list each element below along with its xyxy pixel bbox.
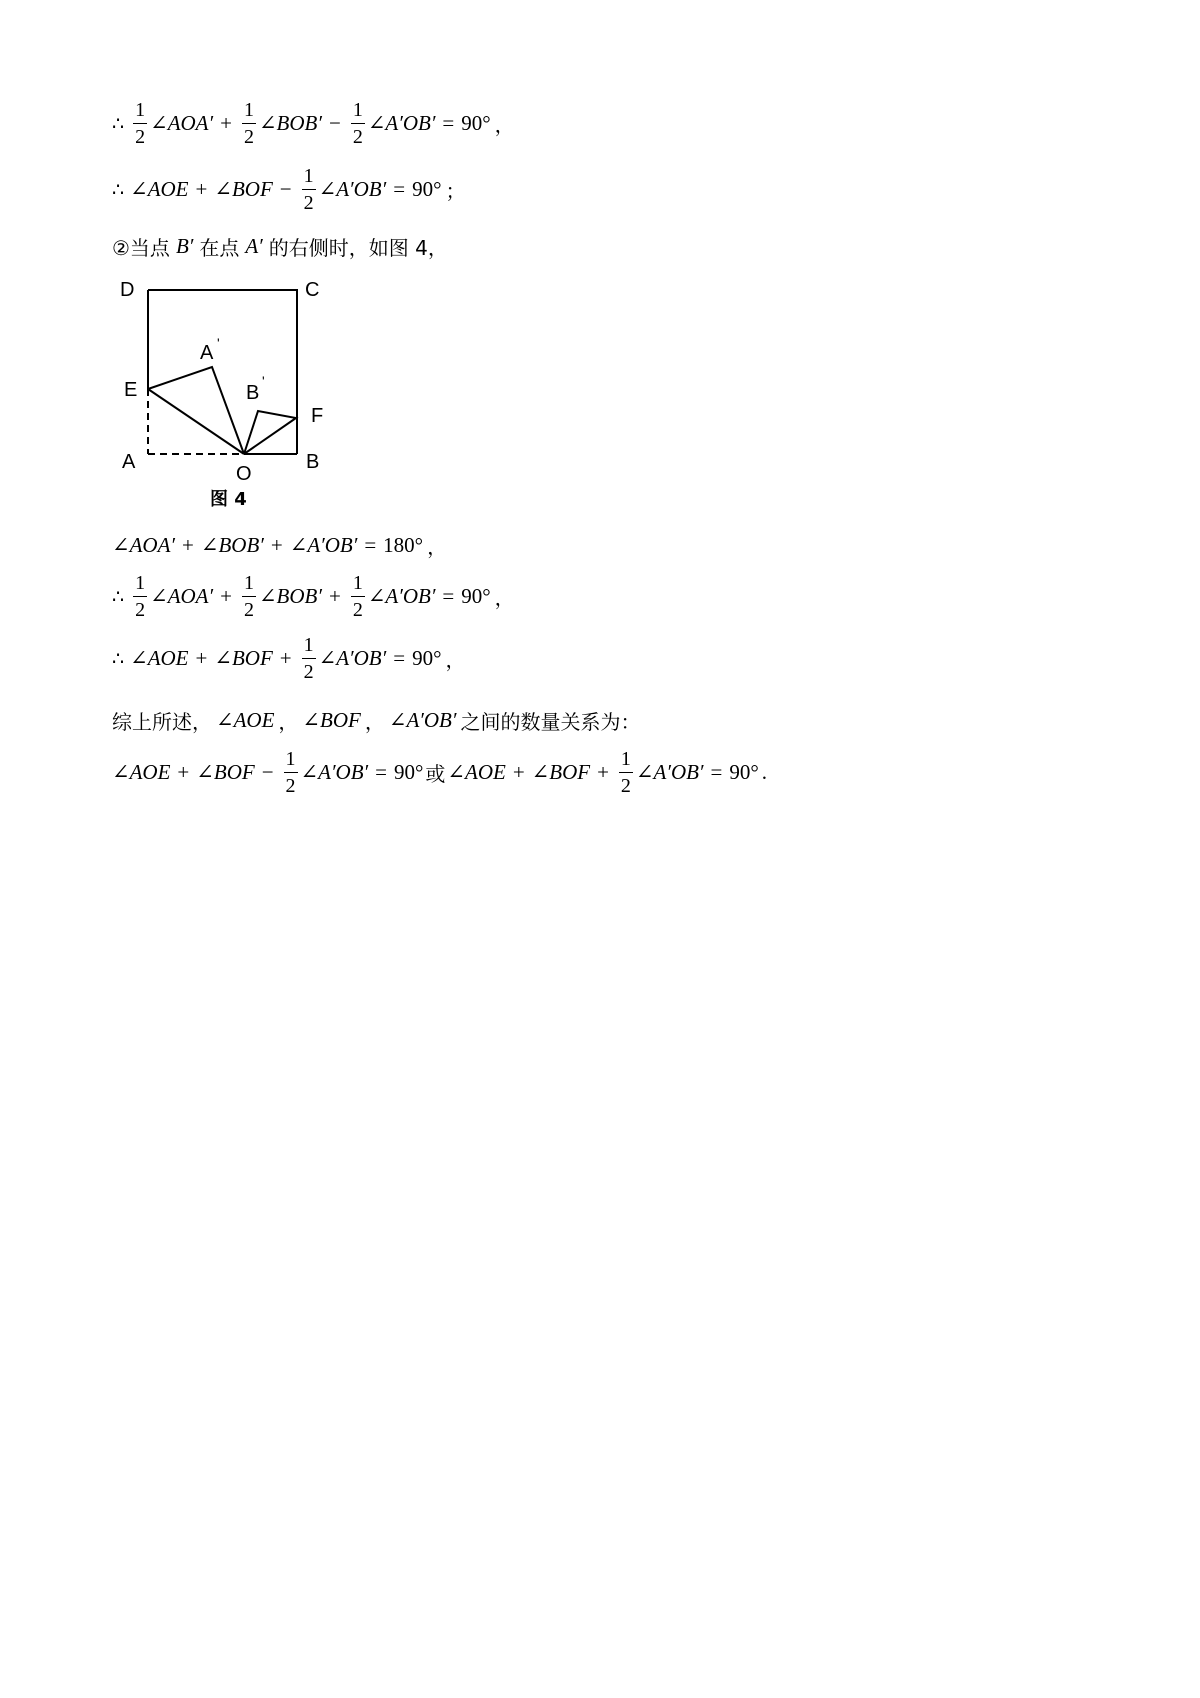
angle-term: ∠A′OB′ <box>300 760 369 784</box>
angle-term: ∠AOE <box>130 177 189 201</box>
equation-line-4 <box>112 531 447 560</box>
angle-term: ∠AOE <box>216 708 275 732</box>
therefore-symbol: ∴ <box>112 178 125 201</box>
equals: = <box>442 584 455 608</box>
angle-term: ∠BOB′ <box>258 584 322 608</box>
fraction-half: $\frac{1}{2}$ <box>135 572 146 621</box>
angle-term: ∠AOE <box>130 646 189 670</box>
angle-term: ∠A′OB′ <box>388 708 457 732</box>
value: 180° <box>383 533 424 557</box>
label-B: B <box>306 451 320 473</box>
operator: + <box>177 760 190 784</box>
text-or: 或 <box>425 762 446 786</box>
label-F: F <box>311 405 324 427</box>
angle-term: ∠A′OB′ <box>318 177 387 201</box>
text-segment: 综上所述， <box>112 710 212 734</box>
angle-term: ∠A′OB′ <box>318 646 387 670</box>
punctuation: ， <box>445 648 466 672</box>
conclusion-line <box>112 749 767 796</box>
punctuation: ， <box>494 113 515 137</box>
angle-term: ∠BOF <box>531 760 591 784</box>
operator: + <box>512 760 525 784</box>
operator: + <box>195 646 208 670</box>
operator: + <box>597 760 609 784</box>
angle-term: ∠AOA′ <box>112 533 176 557</box>
square-edge-top-right <box>148 290 297 454</box>
label-E: E <box>124 379 138 401</box>
label-A-prime: A <box>200 342 214 364</box>
angle-term: ∠A′OB′ <box>289 533 358 557</box>
operator: + <box>195 177 208 201</box>
text-segment: 在点 <box>199 236 240 260</box>
value: 90° <box>461 584 491 608</box>
fraction-half: $\frac{1}{2}$ <box>620 748 631 797</box>
angle-term: ∠BOF <box>214 177 273 201</box>
angle-term: ∠A′OB′ <box>367 111 436 135</box>
value: 90° <box>412 646 442 670</box>
text-segment: ②当点 <box>112 236 170 260</box>
value: 90° <box>729 760 759 784</box>
equals: = <box>442 111 455 135</box>
label-A-prime-mark: ' <box>217 335 220 351</box>
angle-term: ∠BOB′ <box>200 533 264 557</box>
summary-line <box>112 706 640 735</box>
figure-caption: 图 4 <box>210 489 247 510</box>
operator: + <box>220 584 232 608</box>
label-D: D <box>120 279 135 301</box>
fraction-half: $\frac{1}{2}$ <box>243 99 254 148</box>
punctuation: ， <box>427 535 448 559</box>
angle-term: ∠BOF <box>196 760 255 784</box>
therefore-symbol: ∴ <box>112 647 125 670</box>
fraction-half: $\frac{1}{2}$ <box>352 572 363 621</box>
punctuation: ， <box>494 586 515 610</box>
fraction-half: $\frac{1}{2}$ <box>352 99 363 148</box>
equation-line-6 <box>112 635 465 682</box>
angle-term: ∠A′OB′ <box>367 584 436 608</box>
label-B-prime: B <box>246 382 260 404</box>
folded-triangle-EA'O <box>148 367 244 454</box>
fold-line-EO <box>148 389 244 454</box>
operator: − <box>328 111 341 135</box>
punctuation: ， <box>364 710 385 734</box>
operator: − <box>261 760 274 784</box>
folded-triangle-OB'F <box>244 411 296 454</box>
angle-term: ∠AOE <box>112 760 171 784</box>
geometry-figure-4 <box>112 272 352 517</box>
equals: = <box>375 760 387 784</box>
text-segment: 之间的数量关系为： <box>460 710 641 734</box>
fraction-half: $\frac{1}{2}$ <box>303 634 314 683</box>
angle-term: ∠A′OB′ <box>635 760 704 784</box>
fraction-half: $\frac{1}{2}$ <box>243 572 254 621</box>
equals: = <box>710 760 723 784</box>
value: 90° <box>412 177 442 201</box>
point-label: A′ <box>245 234 263 258</box>
angle-term: ∠AOA′ <box>150 584 214 608</box>
equation-line-1 <box>112 100 515 147</box>
label-O: O <box>236 463 252 485</box>
value: 90° <box>461 111 491 135</box>
operator: − <box>279 177 292 201</box>
punctuation: ； <box>445 179 466 203</box>
angle-term: ∠BOF <box>302 708 361 732</box>
punctuation: ， <box>278 710 299 734</box>
operator: + <box>279 646 292 670</box>
equation-line-5 <box>112 573 515 620</box>
label-A: A <box>122 451 136 473</box>
text-segment: 的右侧时，如图 4， <box>268 236 448 260</box>
operator: + <box>182 533 194 557</box>
equals: = <box>393 177 406 201</box>
operator: + <box>220 111 232 135</box>
therefore-symbol: ∴ <box>112 112 125 135</box>
fraction-half: $\frac{1}{2}$ <box>303 165 314 214</box>
fraction-half: $\frac{1}{2}$ <box>285 748 296 797</box>
value: 90° <box>393 760 424 784</box>
equals: = <box>393 646 406 670</box>
operator: + <box>328 584 341 608</box>
label-C: C <box>305 279 320 301</box>
text-line-case-2 <box>112 232 448 261</box>
label-B-prime-mark: ' <box>262 373 265 389</box>
point-label: B′ <box>175 234 194 258</box>
equals: = <box>364 533 377 557</box>
therefore-symbol: ∴ <box>112 585 125 608</box>
fraction-half: $\frac{1}{2}$ <box>135 99 146 148</box>
angle-term: ∠BOB′ <box>258 111 322 135</box>
punctuation: . <box>761 760 768 784</box>
angle-term: ∠BOF <box>214 646 273 670</box>
equation-line-2 <box>112 166 465 213</box>
angle-term: ∠AOE <box>447 760 506 784</box>
angle-term: ∠AOA′ <box>150 111 214 135</box>
operator: + <box>270 533 283 557</box>
